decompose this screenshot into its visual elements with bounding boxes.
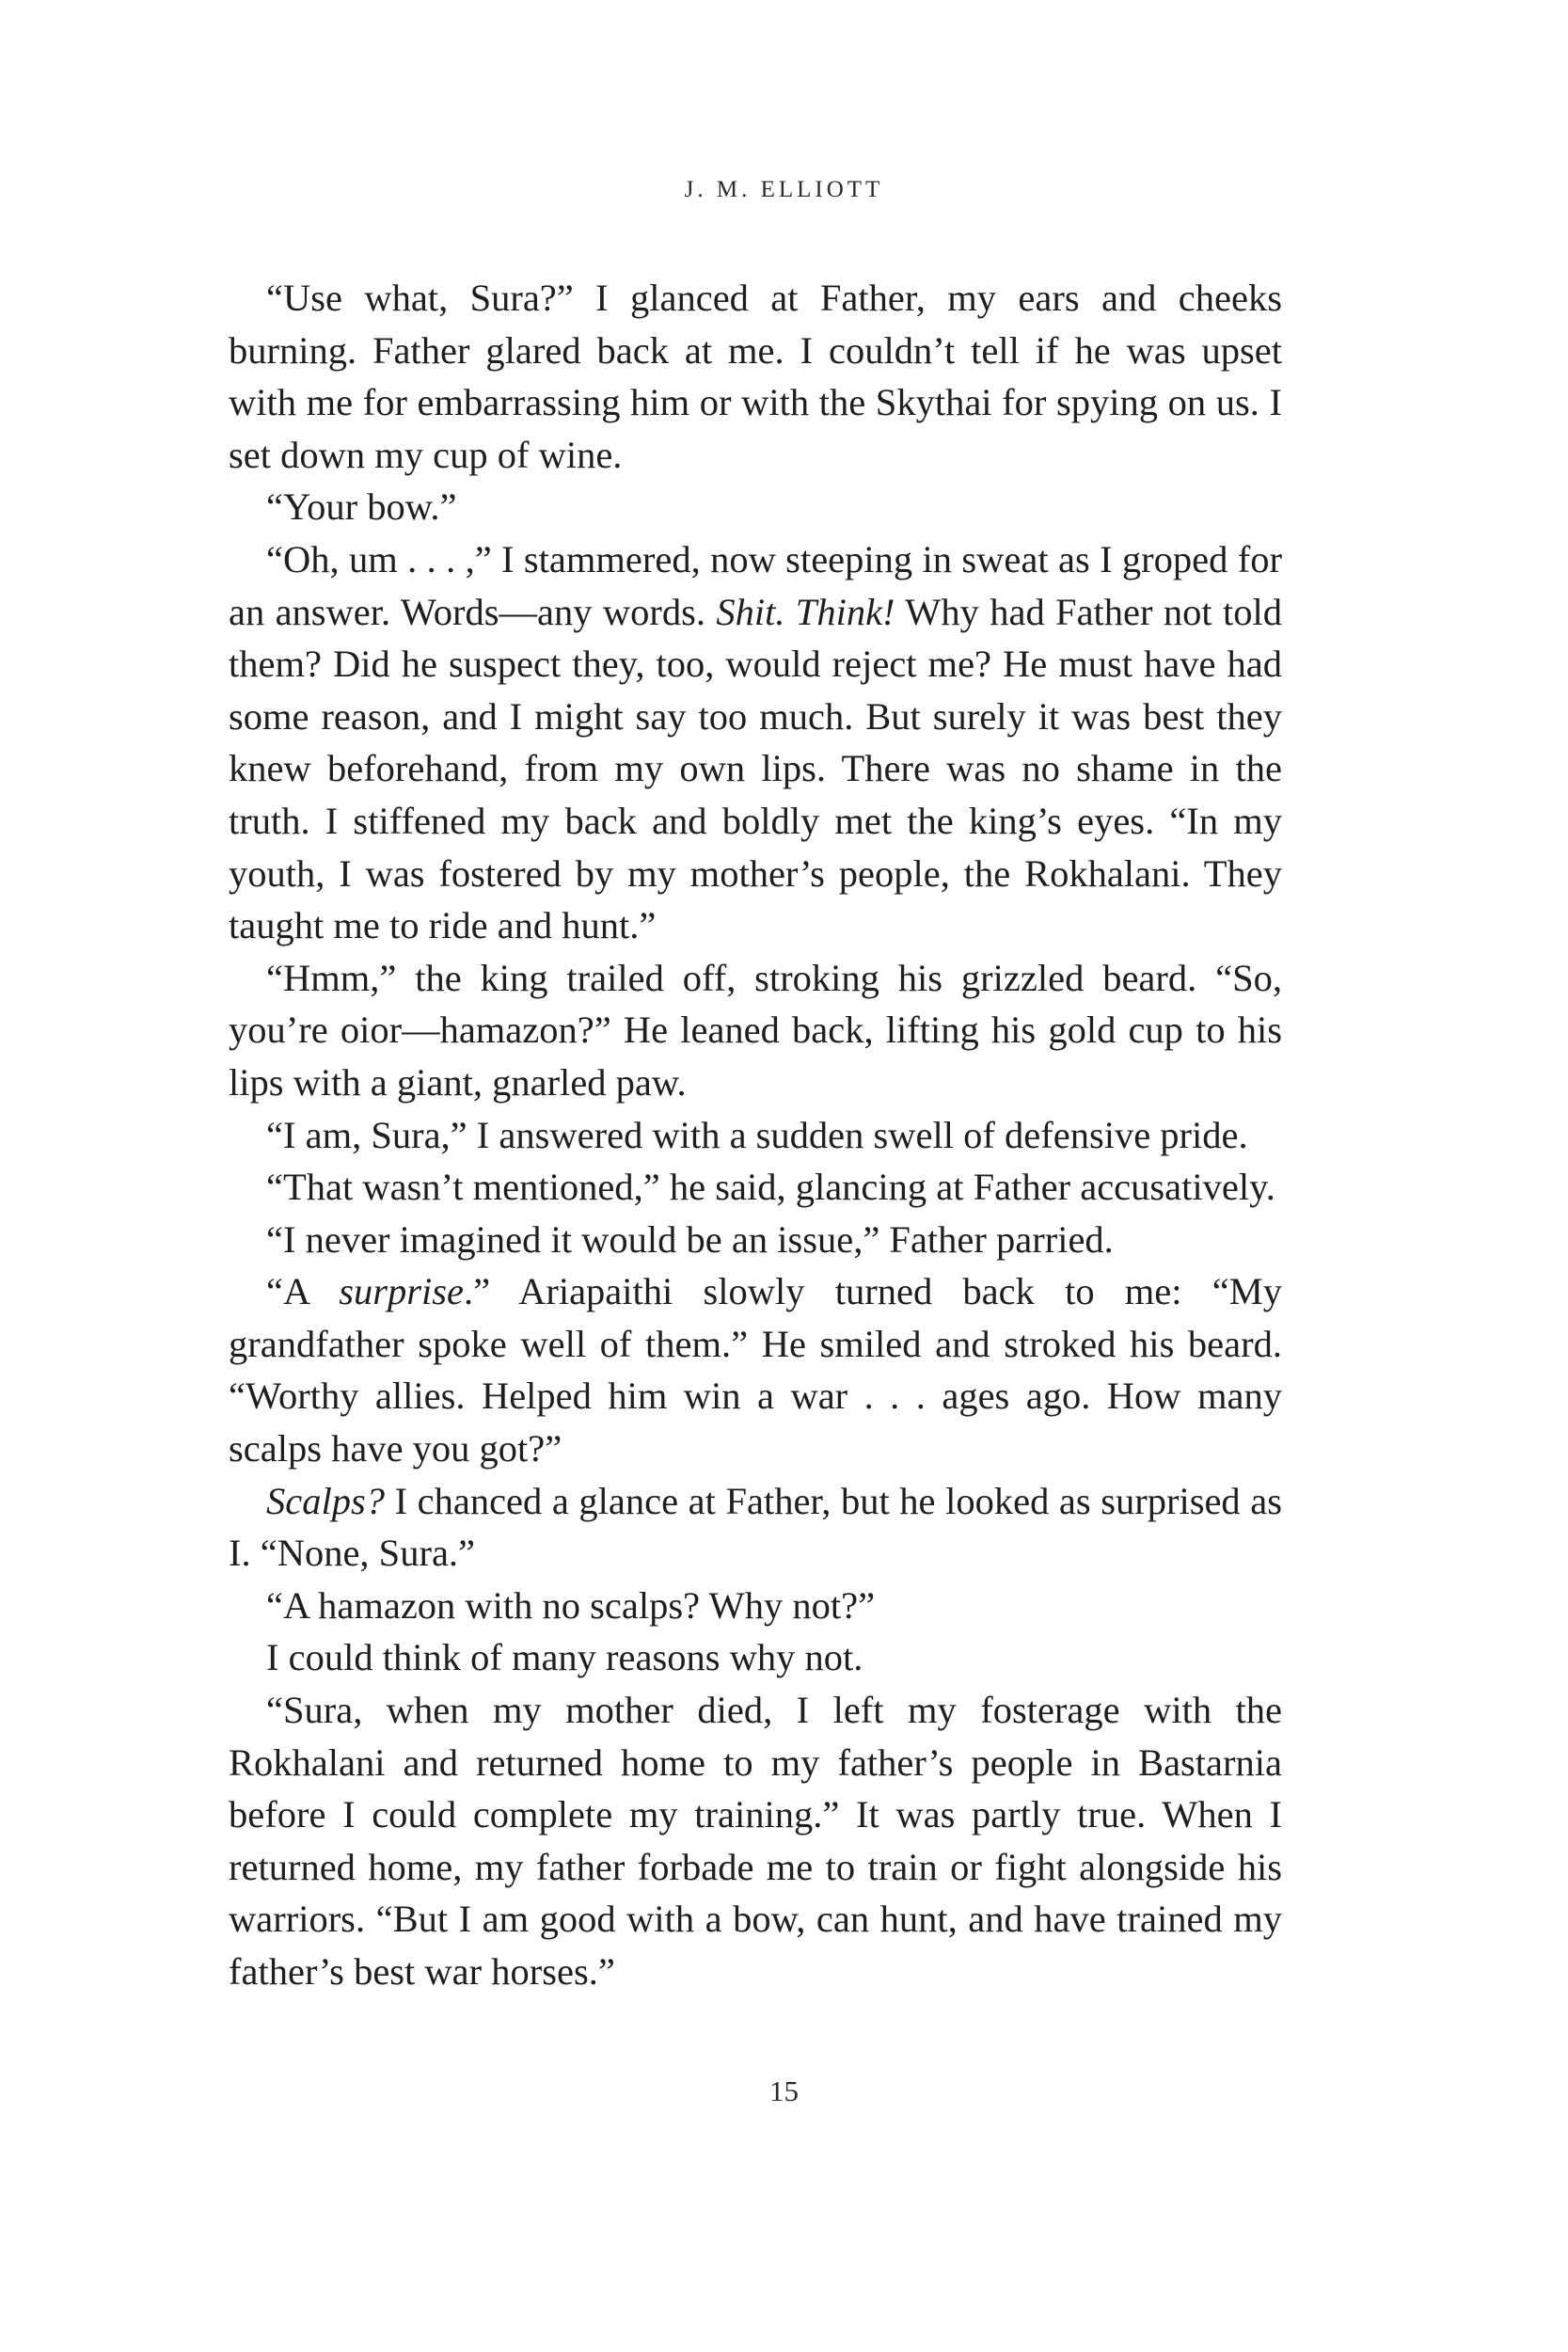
running-head: J. M. ELLIOTT [684, 177, 884, 202]
text-segment: “I am, Sura,” I answered with a sudden swell of defensive pride. [266, 1113, 1248, 1156]
italic-segment: Shit. Think! [716, 590, 895, 633]
paragraph [229, 952, 1282, 1109]
text-segment: “Your bow.” [266, 485, 457, 529]
paragraph [229, 1580, 1282, 1632]
body-text [229, 272, 1282, 1998]
text-segment: “Use what, Sura?” I glanced at Father, my ears and cheeks burning. Father glared back at me. I couldn’t tell if he was upset with me for embarrassing him or with the Skythai for spying on us. I set down my cup of wine. [229, 277, 1282, 476]
page-number: 15 [769, 2074, 799, 2107]
italic-segment: surprise [339, 1270, 464, 1313]
paragraph [229, 533, 1282, 952]
text-segment: “Sura, when my mother died, I left my fosterage with the Rokhalani and returned home to my father’s people in Bastarnia before I could complete my training.” It was partly true. When I returned home, my father forbade me to train or fight alongside his warriors. “But I am good with a bow, can hunt, and have trained my father’s best war horses.” [229, 1689, 1282, 1993]
text-segment: “Hmm,” the king trailed off, stroking his grizzled beard. “So, you’re oior—hamazon?” He leaned back, lifting his gold cup to his lips with a giant, gnarled paw. [229, 956, 1282, 1104]
text-segment: Why had Father not told them? Did he suspect they, too, would reject me? He must have had some reason, and I might say too much. But surely it was best they knew beforehand, from my own lips. There was no shame in the truth. I stiffened my back and boldly met the king’s eyes. “In my youth, I was fostered by my mother’s people, the Rokhalani. They taught me to ride and hunt.” [229, 590, 1282, 947]
paragraph [229, 1265, 1282, 1474]
paragraph [229, 1684, 1282, 1998]
paragraph [229, 1475, 1282, 1580]
paragraph [229, 1631, 1282, 1684]
text-segment: “Oh, um . . . ,” I stammered, now steeping in sweat as I groped for an answer. Words—any words. [229, 537, 1282, 633]
paragraph [229, 481, 1282, 533]
text-segment: “I never imagined it would be an issue,” Father parried. [266, 1217, 1114, 1261]
paragraph [229, 272, 1282, 481]
paragraph [229, 1161, 1282, 1214]
text-segment: “That wasn’t mentioned,” he said, glancing at Father accusatively. [266, 1166, 1275, 1209]
text-segment: I chanced a glance at Father, but he looked as surprised as I. “None, Sura.” [229, 1479, 1282, 1575]
text-segment: “A hamazon with no scalps? Why not?” [266, 1583, 876, 1627]
paragraph [229, 1109, 1282, 1162]
text-segment: .” Ariapaithi slowly turned back to me: “My grandfather spoke well of them.” He smiled and stroked his beard. “Worthy allies. Helped him win a war . . . ages ago. How many scalps have you got?” [229, 1270, 1282, 1470]
italic-segment: Scalps? [266, 1479, 385, 1522]
text-segment: “A [266, 1270, 340, 1313]
text-segment: I could think of many reasons why not. [266, 1636, 863, 1679]
paragraph [229, 1214, 1282, 1266]
